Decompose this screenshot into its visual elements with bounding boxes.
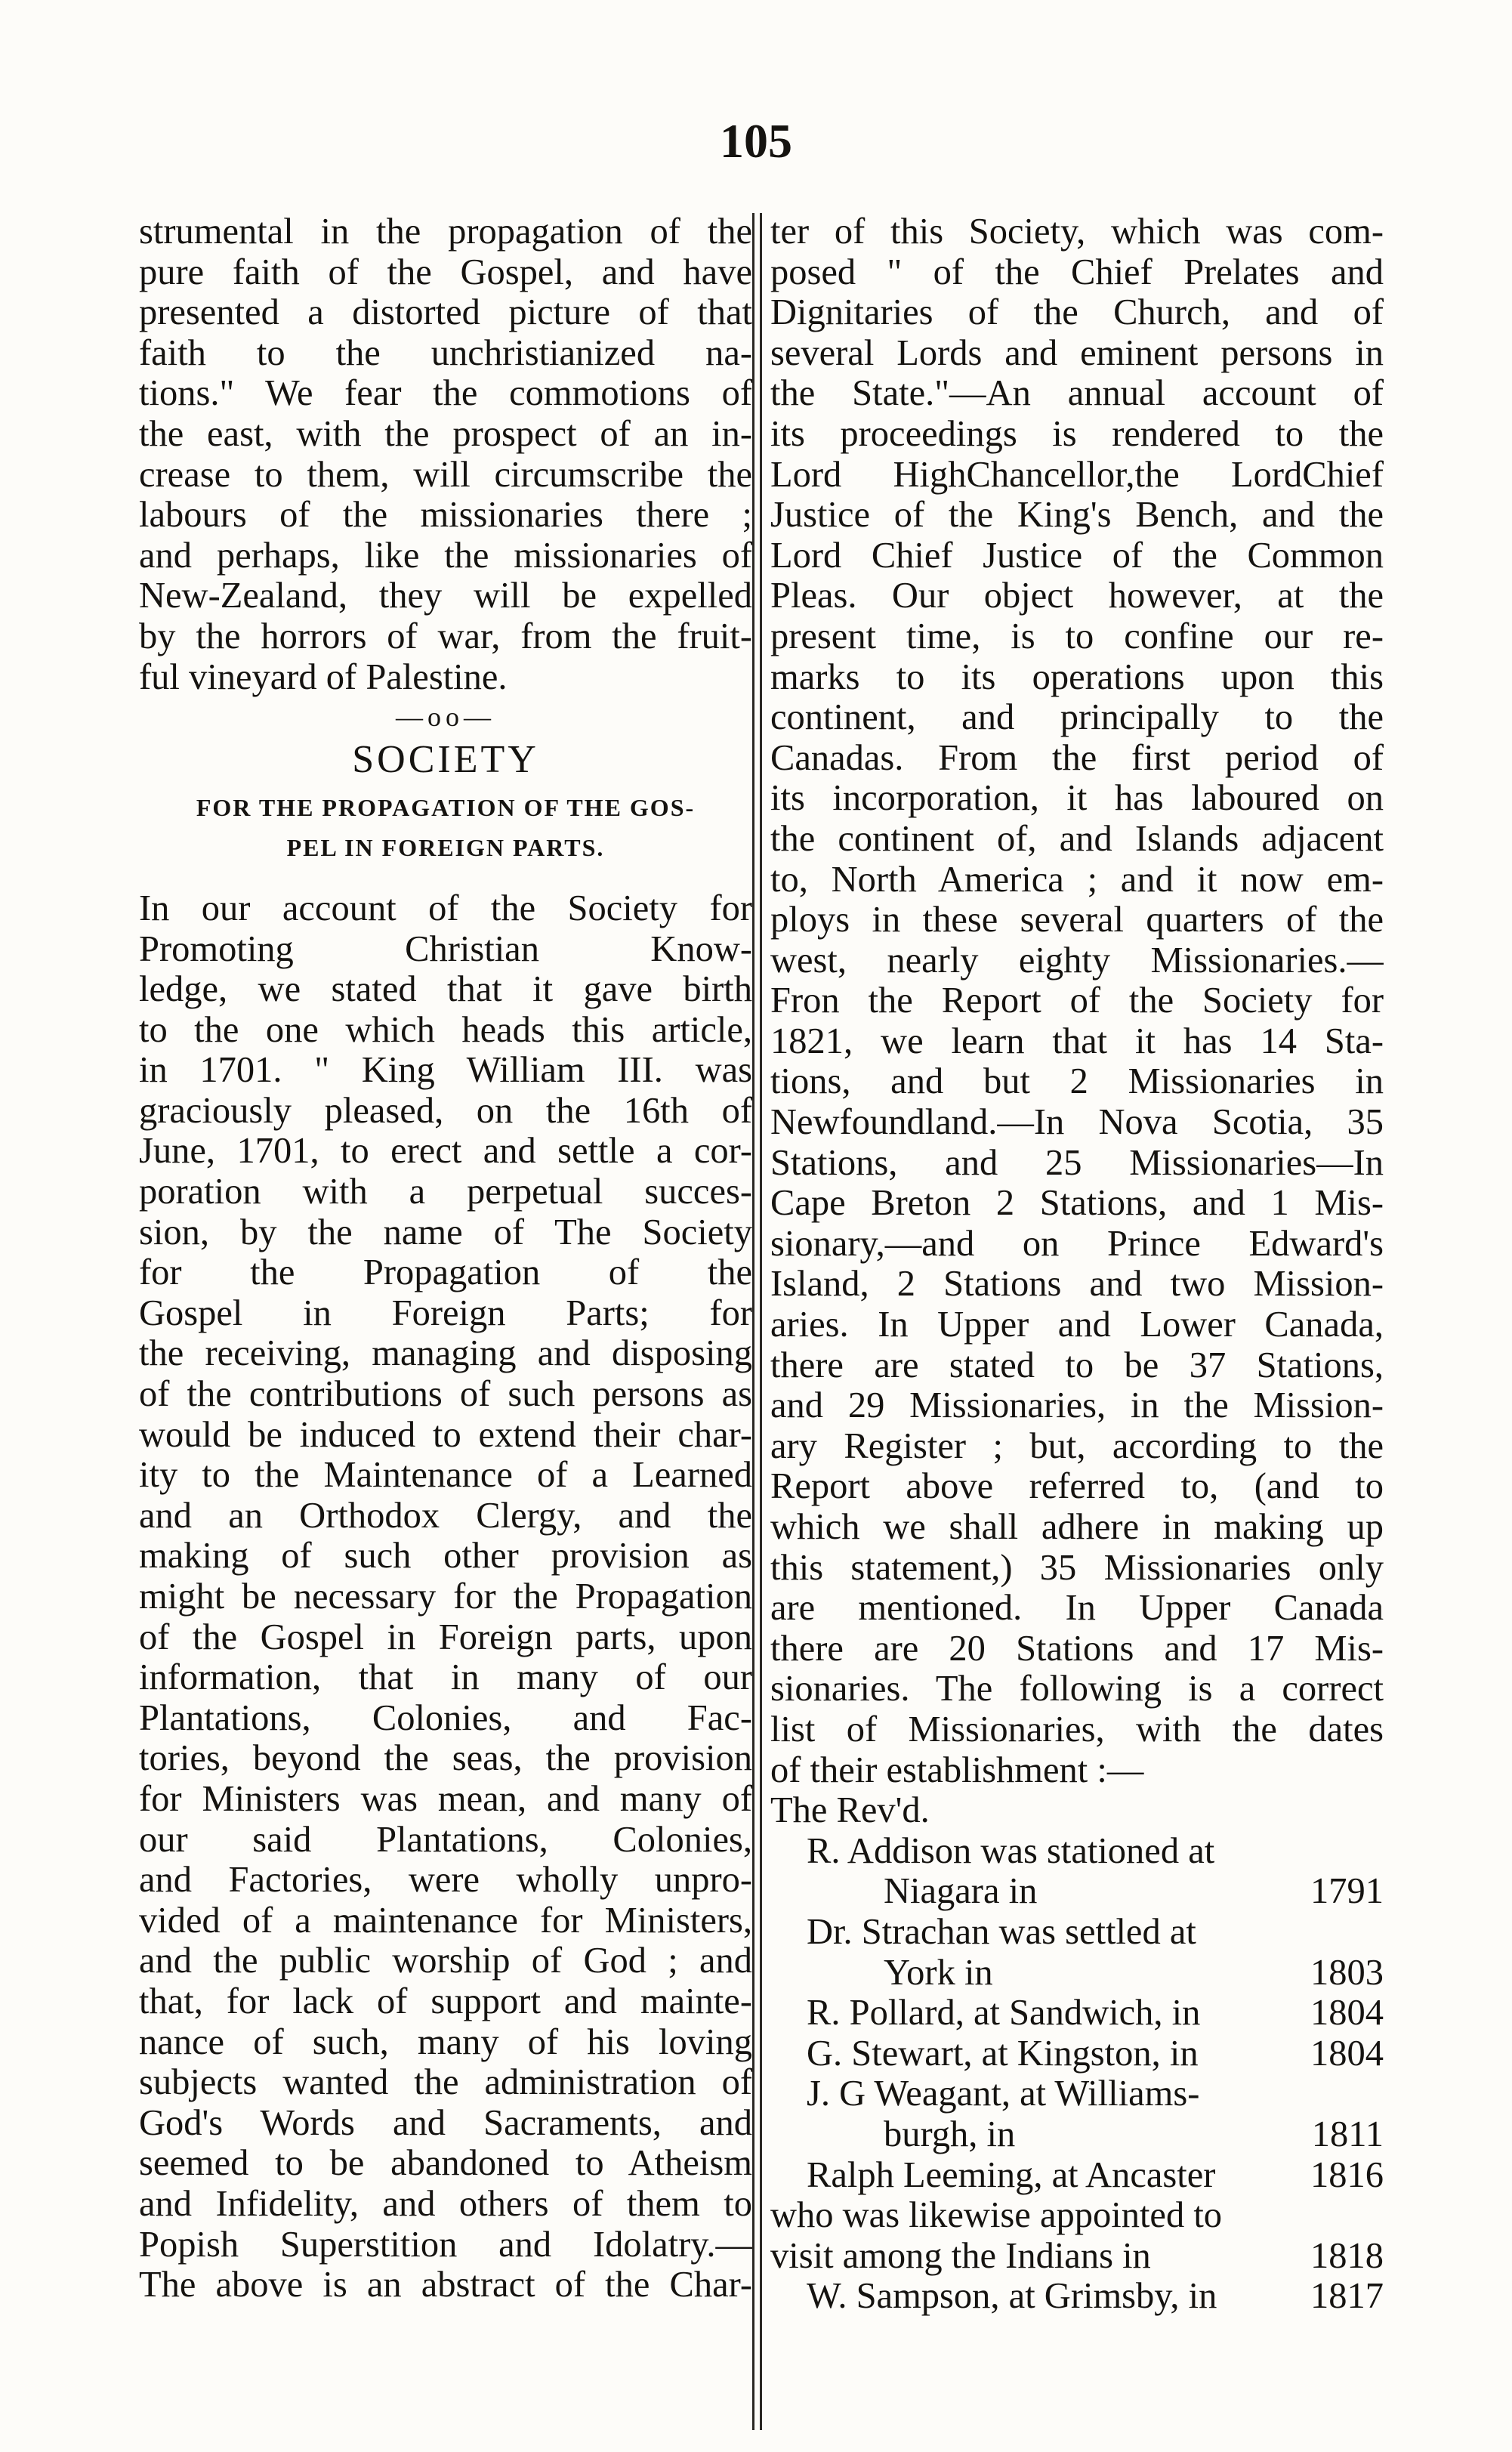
text-line: June, 1701, to erect and settle a cor-	[139, 1131, 752, 1172]
text-line: information, that in many of our	[139, 1657, 752, 1698]
missionary-entry	[770, 2114, 1384, 2155]
text-line: The above is an abstract of the Char-	[139, 2265, 752, 2305]
text-line: 1821, we learn that it has 14 Sta-	[770, 1021, 1384, 1061]
text-line: which we shall adhere in making up	[770, 1507, 1384, 1547]
text-line: Gospel in Foreign Parts; for	[139, 1292, 752, 1333]
text-line: sionaries. The following is a correct	[770, 1669, 1384, 1709]
missionary-entry-text: York in	[884, 1952, 993, 1993]
text-line: might be necessary for the Propagation	[139, 1577, 752, 1617]
page-number: 105	[720, 114, 792, 168]
missionary-entry	[770, 2034, 1384, 2074]
text-line: Dignitaries of the Church, and of	[770, 292, 1384, 333]
text-line: and 29 Missionaries, in the Mission-	[770, 1385, 1384, 1426]
text-line: In our account of the Society for	[139, 888, 752, 928]
text-line: there are 20 Stations and 17 Mis-	[770, 1628, 1384, 1669]
missionary-entry-year: 1791	[1310, 1871, 1384, 1912]
text-line: to, North America ; and it now em-	[770, 859, 1384, 900]
text-line: for Ministers was mean, and many of	[139, 1778, 752, 1819]
text-line: poration with a perpetual succes-	[139, 1172, 752, 1212]
text-line: presented a distorted picture of that	[139, 292, 752, 333]
text-line: its incorporation, it has laboured on	[770, 778, 1384, 819]
text-line: Stations, and 25 Missionaries—In	[770, 1142, 1384, 1183]
text-line: continent, and principally to the	[770, 697, 1384, 738]
text-line: sion, by the name of The Society	[139, 1212, 752, 1252]
section-divider: —oo—	[396, 702, 495, 733]
text-line: vided of a maintenance for Ministers,	[139, 1900, 752, 1941]
missionary-entry	[770, 1993, 1384, 2034]
text-line: ledge, we stated that it gave birth	[139, 969, 752, 1010]
text-line: there are stated to be 37 Stations,	[770, 1345, 1384, 1385]
text-line: aries. In Upper and Lower Canada,	[770, 1305, 1384, 1345]
text-line: list of Missionaries, with the dates	[770, 1709, 1384, 1749]
missionary-entry-year: 1811	[1311, 2114, 1384, 2154]
section-heading: SOCIETY	[352, 737, 539, 781]
missionary-list	[770, 1831, 1384, 2317]
missionary-entry	[770, 1953, 1384, 1993]
text-line: of the contributions of such persons as	[139, 1374, 752, 1415]
text-line: posed " of the Chief Prelates and	[770, 252, 1384, 292]
text-line: marks to its operations upon this	[770, 656, 1384, 697]
text-line: tions, and but 2 Missionaries in	[770, 1061, 1384, 1102]
text-line: ity to the Maintenance of a Learned	[139, 1455, 752, 1496]
text-line: for the Propagation of the	[139, 1252, 752, 1293]
text-line: nance of such, many of his loving	[139, 2021, 752, 2062]
text-line: the State."—An annual account of	[770, 373, 1384, 414]
text-line: Cape Breton 2 Stations, and 1 Mis-	[770, 1183, 1384, 1224]
text-line: ful vineyard of Palestine.	[139, 656, 508, 697]
text-line: God's Words and Sacraments, and	[139, 2102, 752, 2143]
text-line: and Factories, were wholly unpro-	[139, 1860, 752, 1901]
text-line: tories, beyond the seas, the provision	[139, 1738, 752, 1779]
missionary-entry	[770, 2074, 1384, 2114]
text-line: strumental in the propagation of the	[139, 212, 752, 252]
right-column	[770, 212, 1384, 2447]
text-line: Promoting Christian Know-	[139, 928, 752, 969]
missionary-entry-text: R. Addison was stationed at	[807, 1830, 1215, 1871]
text-line: and perhaps, like the missionaries of	[139, 535, 752, 576]
text-line: present time, is to confine our re-	[770, 616, 1384, 656]
text-line: its proceedings is rendered to the	[770, 413, 1384, 454]
text-line: Popish Superstition and Idolatry.—	[139, 2224, 752, 2265]
missionary-entry-year: 1803	[1310, 1952, 1384, 1993]
text-line: tions." We fear the commotions of	[139, 373, 752, 414]
text-line: Fron the Report of the Society for	[770, 980, 1384, 1021]
missionary-entry-year: 1804	[1310, 2033, 1384, 2074]
missionary-entry-text: who was likewise appointed to	[770, 2195, 1223, 2236]
text-line: faith to the unchristianized na-	[139, 332, 752, 373]
text-line: by the horrors of war, from the fruit-	[139, 616, 752, 656]
text-line: several Lords and eminent persons in	[770, 332, 1384, 373]
text-line: subjects wanted the administration of	[139, 2062, 752, 2103]
missionary-entry	[770, 2236, 1384, 2277]
rev-label: The Rev'd.	[770, 1790, 930, 1831]
column-rule	[760, 213, 762, 2430]
text-line: Plantations, Colonies, and Fac-	[139, 1697, 752, 1738]
text-line: of the Gospel in Foreign parts, upon	[139, 1617, 752, 1657]
text-line: Island, 2 Stations and two Mission-	[770, 1264, 1384, 1305]
missionary-entry-year: 1816	[1310, 2154, 1384, 2195]
text-line: making of such other provision as	[139, 1536, 752, 1577]
missionary-entry	[770, 2155, 1384, 2196]
text-line: of their establishment :—	[770, 1749, 1144, 1790]
missionary-entry-text: J. G Weagant, at Williams-	[807, 2074, 1200, 2114]
right-body-text	[770, 212, 1384, 1790]
text-line: Report above referred to, (and to	[770, 1466, 1384, 1507]
missionary-entry-text: R. Pollard, at Sandwich, in	[807, 1993, 1201, 2034]
text-line: the east, with the prospect of an in-	[139, 413, 752, 454]
text-line: in 1701. " King William III. was	[139, 1050, 752, 1091]
text-line: would be induced to extend their char-	[139, 1414, 752, 1455]
text-line: Lord Chief Justice of the Common	[770, 535, 1384, 576]
missionary-entry	[770, 1912, 1384, 1953]
text-line: ploys in these several quarters of the	[770, 900, 1384, 940]
text-line: Justice of the King's Bench, and the	[770, 495, 1384, 536]
text-line: seemed to be abandoned to Atheism	[139, 2143, 752, 2184]
text-line: pure faith of the Gospel, and have	[139, 252, 752, 292]
section-subheading: FOR THE PROPAGATION OF THE GOS-	[196, 793, 696, 821]
text-line: and an Orthodox Clergy, and the	[139, 1495, 752, 1536]
left-column	[139, 212, 752, 2447]
missionary-entry-text: Niagara in	[884, 1871, 1038, 1912]
text-line: New-Zealand, they will be expelled	[139, 576, 752, 616]
missionary-entry-text: G. Stewart, at Kingston, in	[807, 2033, 1199, 2074]
text-line: labours of the missionaries there ;	[139, 495, 752, 536]
text-line: and Infidelity, and others of them to	[139, 2183, 752, 2224]
missionary-entry-text: W. Sampson, at Grimsby, in	[807, 2276, 1217, 2317]
text-line: our said Plantations, Colonies,	[139, 1819, 752, 1860]
text-line: this statement,) 35 Missionaries only	[770, 1547, 1384, 1588]
text-line: crease to them, will circumscribe the	[139, 454, 752, 495]
missionary-entry-text: Ralph Leeming, at Ancaster	[807, 2154, 1216, 2195]
text-line: to the one which heads this article,	[139, 1009, 752, 1050]
missionary-entry	[770, 2276, 1384, 2317]
missionary-entry-text: burgh, in	[884, 2114, 1016, 2154]
section-subheading: PEL IN FOREIGN PARTS.	[286, 834, 605, 862]
text-line: Canadas. From the first period of	[770, 737, 1384, 778]
missionary-entry-year: 1818	[1310, 2235, 1384, 2276]
left-body-text	[139, 888, 752, 2305]
missionary-entry-text: Dr. Strachan was settled at	[807, 1911, 1196, 1952]
missionary-entry-text: visit among the Indians in	[770, 2235, 1151, 2276]
missionary-entry-year: 1817	[1310, 2276, 1384, 2317]
text-line: sionary,—and on Prince Edward's	[770, 1223, 1384, 1264]
text-line: graciously pleased, on the 16th of	[139, 1090, 752, 1131]
text-line: Lord HighChancellor,the LordChief	[770, 454, 1384, 495]
text-line: the continent of, and Islands adjacent	[770, 818, 1384, 859]
text-line: and the public worship of God ; and	[139, 1941, 752, 1981]
missionary-entry	[770, 1871, 1384, 1912]
missionary-entry	[770, 1831, 1384, 1872]
text-line: Newfoundland.—In Nova Scotia, 35	[770, 1102, 1384, 1143]
text-line: Pleas. Our object however, at the	[770, 576, 1384, 616]
missionary-entry-year: 1804	[1310, 1993, 1384, 2034]
text-line: that, for lack of support and mainte-	[139, 1981, 752, 2021]
column-rule	[752, 213, 754, 2430]
text-line: are mentioned. In Upper Canada	[770, 1588, 1384, 1629]
text-line: ary Register ; but, according to the	[770, 1425, 1384, 1466]
missionary-entry	[770, 2195, 1384, 2236]
text-line: ter of this Society, which was com-	[770, 212, 1384, 252]
text-line: the receiving, managing and disposing	[139, 1333, 752, 1374]
left-intro-text	[139, 212, 752, 697]
text-line: west, nearly eighty Missionaries.—	[770, 940, 1384, 980]
